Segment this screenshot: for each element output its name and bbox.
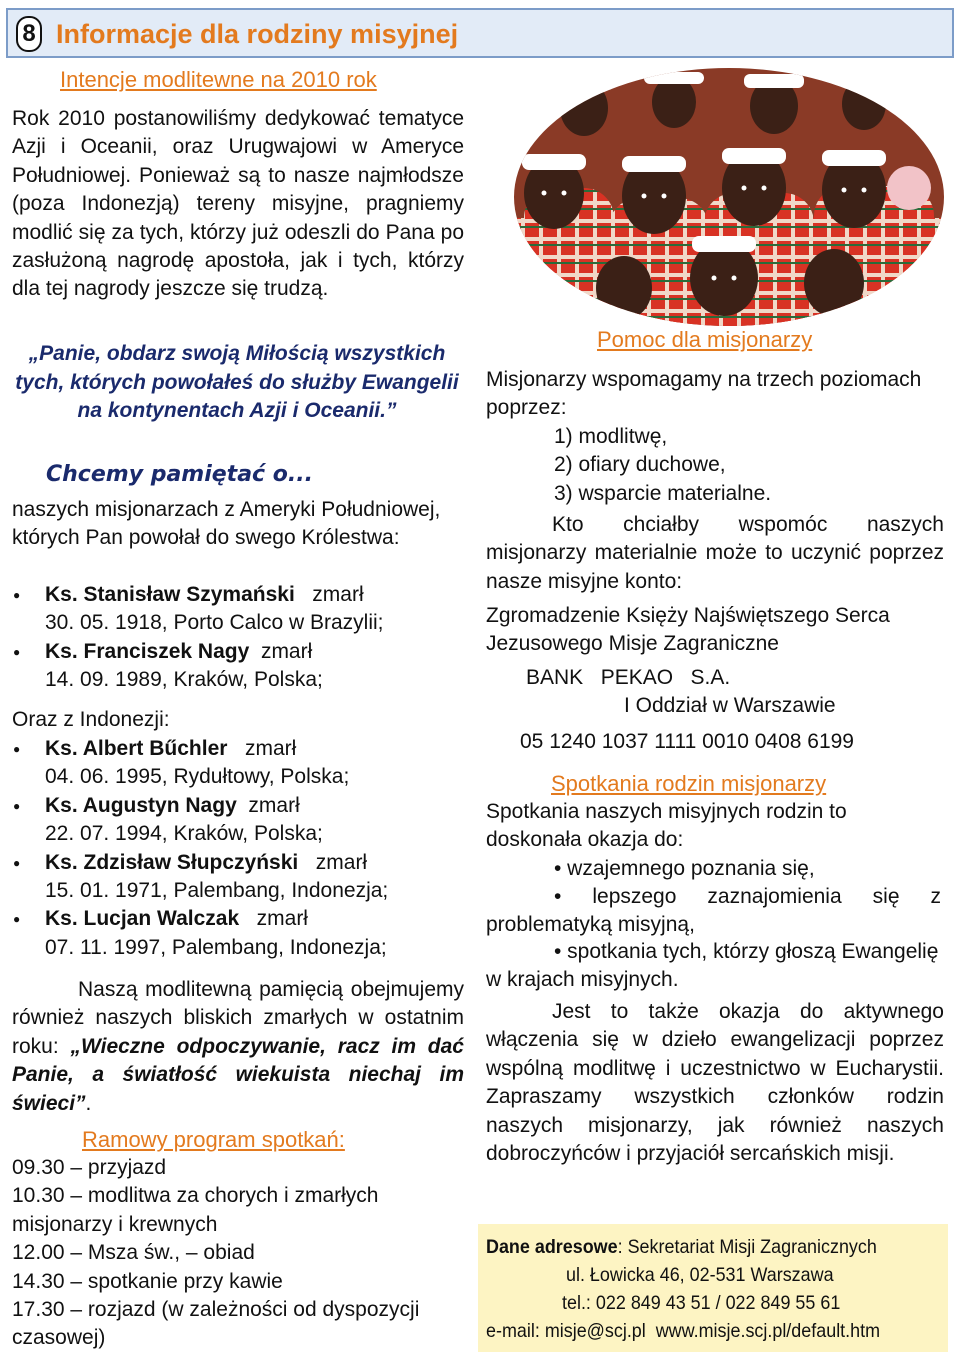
meeting-point: • lepszego zaznajomienia się z problematyką misyjną, <box>486 885 941 937</box>
org-name: Zgromadzenie Księży Najświętszego Serca Jezusowego Misje Zagraniczne <box>486 604 890 656</box>
help-level: 3) wsparcie materialne. <box>554 481 772 505</box>
program-item: 17.30 – rozjazd (w zależności od dyspozycji czasowej) <box>12 1298 420 1350</box>
prayer-quote: „Panie, obdarz swoją Miłością wszystkich tych, których powołałeś do służby Ewangelii na kontynentach Azji i Oceanii.” <box>15 342 459 423</box>
status-word: zmarł <box>312 583 364 606</box>
program-item: 12.00 – Msza św., – obiad <box>12 1241 255 1265</box>
program-item: 10.30 – modlitwa za chorych i zmarłych misjonarzy i krewnych <box>12 1184 379 1236</box>
meetings-title: Spotkania rodzin misjonarzy <box>551 771 827 796</box>
status-word: zmarł <box>244 737 297 760</box>
help-levels <box>554 423 934 508</box>
help-level: 1) modlitwę, <box>554 425 668 448</box>
intentions-intro: Rok 2010 postanowiliśmy dedykować tematyce Azji i Oceanii, oraz Urugwajowi w Ameryce Południowej. Ponieważ są to nasze najmłodsze (poza Indonezją) tereny misyjne, pragniemy modlić się za tych, którzy już odeszli do Pana po zasłużoną nagrodę apostoła, jak i tych, którzy dla tej nagrody jeszcze się trudzą. <box>12 107 464 301</box>
closing-prayer: „Wieczne odpoczywanie, racz im dać Panie, a światłość wiekuista niechaj im świeci” <box>12 1034 464 1115</box>
help-level: 2) ofiary duchowe, <box>554 453 726 477</box>
page-header <box>6 8 954 58</box>
list-item <box>12 792 457 849</box>
address-email-web: e-mail: misje@scj.pl www.misje.scj.pl/default.htm <box>486 1320 881 1342</box>
address-label: Dane adresowe <box>486 1236 618 1258</box>
remember-heading: Chcemy pamiętać o... <box>46 462 313 487</box>
missionary-name: Ks. Augustyn Nagy <box>45 793 237 817</box>
missionary-name: Ks. Stanisław Szymański <box>45 583 295 606</box>
program-item: 14.30 – spotkanie przy kawie <box>12 1269 283 1293</box>
meeting-point: • wzajemnego poznania się, <box>554 857 815 880</box>
closing-end: . <box>85 1091 92 1115</box>
death-details: 04. 06. 1995, Rydułtowy, Polska; <box>45 765 350 789</box>
address-org: Sekretariat Misji Zagranicznych <box>627 1236 877 1258</box>
bank-name: BANK PEKAO S.A. <box>526 666 731 689</box>
status-word: zmarł <box>256 907 308 931</box>
account-intro: Kto chciałby wspomóc naszych misjonarzy materialnie może to uczynić poprzez nasze misyjne konto: <box>486 513 944 593</box>
intentions-title: Intencje modlitewne na 2010 rok <box>60 67 377 92</box>
meeting-point: • spotkania tych, którzy głoszą Ewangelię w krajach misyjnych. <box>486 940 939 992</box>
address-box <box>478 1224 948 1352</box>
indonesia-list <box>12 735 457 962</box>
program-title: Ramowy program spotkań: <box>82 1127 345 1152</box>
death-details: 30. 05. 1918, Porto Calco w Brazylii; <box>45 611 384 635</box>
page-number: 8 <box>16 16 42 52</box>
status-word: zmarł <box>248 793 300 817</box>
address-street: ul. Łowicka 46, 02-531 Warszawa <box>566 1264 834 1286</box>
meetings-intro: Spotkania naszych misyjnych rodzin to doskonała okazja do: <box>486 800 847 852</box>
missionary-name: Ks. Zdzisław Słupczyński <box>45 850 299 874</box>
children-photo <box>514 68 944 326</box>
list-item <box>12 638 457 695</box>
death-details: 07. 11. 1997, Palembang, Indonezja; <box>45 935 387 959</box>
death-details: 14. 09. 1989, Kraków, Polska; <box>45 668 323 692</box>
americas-list <box>12 581 457 695</box>
address-separator: : <box>617 1236 628 1258</box>
missionary-name: Ks. Albert Bűchler <box>45 737 228 760</box>
closing-paragraph <box>12 976 464 1118</box>
page-title: Informacje dla rodziny misyjnej <box>56 19 459 49</box>
account-number: 05 1240 1037 1111 0010 0408 6199 <box>520 730 854 753</box>
list-item <box>12 581 457 638</box>
death-details: 15. 01. 1971, Palembang, Indonezja; <box>45 879 389 903</box>
list-item <box>12 905 457 962</box>
program-item: 09.30 – przyjazd <box>12 1156 167 1179</box>
indonesia-intro: Oraz z Indonezji: <box>12 708 170 731</box>
status-word: zmarł <box>260 639 313 663</box>
list-item <box>12 735 457 792</box>
americas-intro: naszych misjonarzach z Ameryki Południowej, których Pan powołał do swego Królestwa: <box>12 498 441 550</box>
address-phone: tel.: 022 849 43 51 / 022 849 55 61 <box>562 1292 841 1314</box>
address-org-line <box>486 1236 877 1259</box>
children-photo-icon <box>514 68 944 326</box>
list-item <box>12 849 457 906</box>
meetings-invite: Jest to także okazja do aktywnego włączenia się w dzieło ewangelizacji poprzez wspólną modlitwę i uczestnictwo w Eucharystii. Zapraszamy wszystkich członków rodzin naszych misjonarzy, jak również naszych dobroczyńców i przyjaciół sercańskich misji. <box>486 1000 944 1166</box>
status-word: zmarł <box>315 850 368 874</box>
bank-branch: I Oddział w Warszawie <box>624 694 836 717</box>
missionary-name: Ks. Lucjan Walczak <box>45 907 240 931</box>
death-details: 22. 07. 1994, Kraków, Polska; <box>45 822 323 846</box>
program-list <box>12 1154 444 1353</box>
missionary-name: Ks. Franciszek Nagy <box>45 639 250 663</box>
help-title: Pomoc dla misjonarzy <box>597 327 813 352</box>
help-intro: Misjonarzy wspomagamy na trzech poziomach poprzez: <box>486 368 922 420</box>
closing-text: Naszą modlitewną pamięcią obejmujemy również naszych bliskich zmarłych w ostatnim roku: <box>12 978 464 1058</box>
